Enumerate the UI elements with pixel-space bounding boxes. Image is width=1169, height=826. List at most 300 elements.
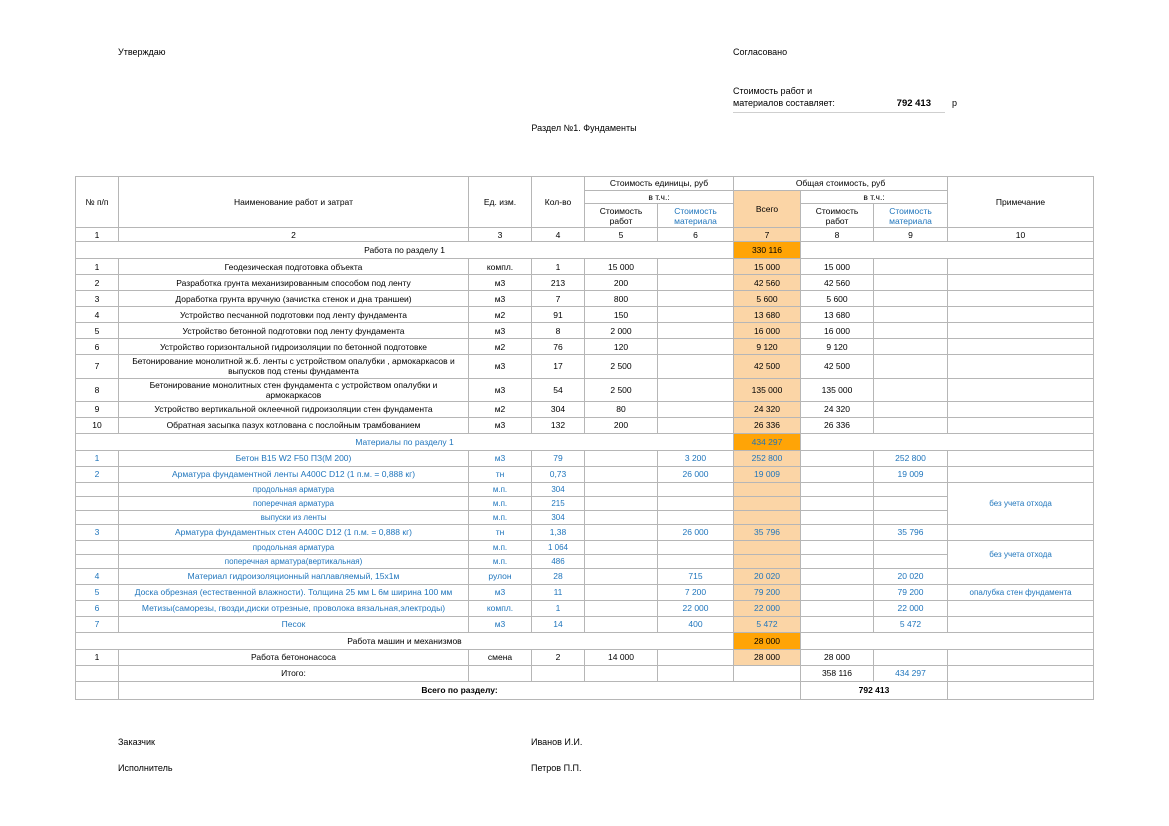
row-name: продольная арматура [119, 540, 469, 554]
empty-cell [801, 242, 1094, 259]
row-qty: 132 [532, 417, 585, 433]
row-unit: смена [469, 649, 532, 665]
row-unit: м3 [469, 584, 532, 600]
row-work-cost: 135 000 [801, 378, 874, 401]
row-name: Материал гидроизоляционный наплавляемый, 15х1м [119, 568, 469, 584]
currency-label: р [952, 98, 958, 108]
row-work-cost [801, 496, 874, 510]
row-unit-work-cost [585, 600, 658, 616]
cost-caption [733, 85, 897, 109]
row-num: 5 [76, 323, 119, 339]
row-num [76, 482, 119, 496]
row-total: 20 020 [734, 568, 801, 584]
header-unit-material-cost: Стоимость материала [658, 204, 734, 228]
table-row [76, 524, 1094, 540]
row-num: 2 [76, 466, 119, 482]
row-qty: 304 [532, 510, 585, 524]
row-num: 5 [76, 584, 119, 600]
col-number: 7 [734, 228, 801, 242]
row-total: 15 000 [734, 259, 801, 275]
section-total: 28 000 [734, 632, 801, 649]
row-num: 8 [76, 378, 119, 401]
note-cell: без учета отхода [948, 540, 1094, 568]
row-unit-material-cost: 26 000 [658, 466, 734, 482]
row-qty: 486 [532, 554, 585, 568]
row-name: Устройство бетонной подготовки под ленту фундамента [119, 323, 469, 339]
empty-cell [76, 681, 119, 699]
row-work-cost: 15 000 [801, 259, 874, 275]
row-material-cost: 5 472 [874, 616, 948, 632]
row-unit: компл. [469, 259, 532, 275]
table-row [76, 355, 1094, 378]
empty-cell [532, 665, 585, 681]
empty-cell [585, 665, 658, 681]
row-qty: 54 [532, 378, 585, 401]
row-total: 19 009 [734, 466, 801, 482]
row-material-cost [874, 259, 948, 275]
row-num: 6 [76, 339, 119, 355]
row-name: Доработка грунта вручную (зачистка стенок и дна траншеи) [119, 291, 469, 307]
row-unit-work-cost: 800 [585, 291, 658, 307]
col-number: 10 [948, 228, 1094, 242]
row-work-cost: 24 320 [801, 401, 874, 417]
row-total: 13 680 [734, 307, 801, 323]
row-total: 79 200 [734, 584, 801, 600]
row-work-cost [801, 554, 874, 568]
row-qty: 79 [532, 450, 585, 466]
row-work-cost [801, 540, 874, 554]
grand-total-label: Всего по разделу: [119, 681, 801, 699]
row-num: 2 [76, 275, 119, 291]
empty-cell [948, 665, 1094, 681]
row-qty: 0,73 [532, 466, 585, 482]
col-number: 6 [658, 228, 734, 242]
row-unit: м.п. [469, 482, 532, 496]
grand-total-row [76, 681, 1094, 699]
empty-cell [469, 665, 532, 681]
row-unit-work-cost: 200 [585, 417, 658, 433]
row-qty: 1 064 [532, 540, 585, 554]
row-work-cost [801, 524, 874, 540]
row-unit-material-cost [658, 275, 734, 291]
header-name: Наименование работ и затрат [119, 177, 469, 228]
note-cell [948, 339, 1094, 355]
note-cell [948, 291, 1094, 307]
col-number: 4 [532, 228, 585, 242]
col-number: 3 [469, 228, 532, 242]
row-num: 4 [76, 568, 119, 584]
row-name: Арматура фундаментной ленты А400С D12 (1 п.м. = 0,888 кг) [119, 466, 469, 482]
row-total: 28 000 [734, 649, 801, 665]
row-total: 42 500 [734, 355, 801, 378]
row-unit-material-cost [658, 649, 734, 665]
cost-total-value: 792 413 [896, 98, 931, 109]
row-name: поперечная арматура(вертикальная) [119, 554, 469, 568]
estimate-table-container [75, 176, 1094, 700]
row-num: 3 [76, 291, 119, 307]
row-name: Арматура фундаментных стен А400С D12 (1 п.м. = 0,888 кг) [119, 524, 469, 540]
note-cell [948, 466, 1094, 482]
row-total: 24 320 [734, 401, 801, 417]
row-unit: м2 [469, 307, 532, 323]
section-title: Раздел №1. Фундаменты [531, 123, 637, 133]
empty-cell [658, 665, 734, 681]
row-total: 42 560 [734, 275, 801, 291]
row-unit-material-cost [658, 417, 734, 433]
col-number: 2 [119, 228, 469, 242]
row-material-cost [874, 401, 948, 417]
row-work-cost: 42 500 [801, 355, 874, 378]
row-work-cost [801, 600, 874, 616]
row-unit-work-cost: 200 [585, 275, 658, 291]
row-work-cost [801, 568, 874, 584]
row-unit-material-cost [658, 378, 734, 401]
row-material-cost: 79 200 [874, 584, 948, 600]
row-unit-material-cost [658, 540, 734, 554]
row-unit-material-cost: 3 200 [658, 450, 734, 466]
note-cell: без учета отхода [948, 482, 1094, 524]
row-unit: м3 [469, 291, 532, 307]
note-cell [948, 417, 1094, 433]
row-qty: 213 [532, 275, 585, 291]
row-material-cost [874, 417, 948, 433]
row-total: 35 796 [734, 524, 801, 540]
header-num: № п/п [76, 177, 119, 228]
row-num: 3 [76, 524, 119, 540]
row-num: 7 [76, 616, 119, 632]
row-name: Геодезическая подготовка объекта [119, 259, 469, 275]
row-name: выпуски из ленты [119, 510, 469, 524]
row-material-cost [874, 355, 948, 378]
row-total: 5 472 [734, 616, 801, 632]
row-name: Устройство вертикальной оклеечной гидроизоляции стен фундамента [119, 401, 469, 417]
row-total: 5 600 [734, 291, 801, 307]
sub-row [76, 510, 1094, 524]
table-row [76, 466, 1094, 482]
estimate-table-body [76, 242, 1094, 700]
row-unit-work-cost: 80 [585, 401, 658, 417]
empty-cell [734, 665, 801, 681]
row-qty: 1 [532, 259, 585, 275]
row-unit: м3 [469, 616, 532, 632]
row-unit-work-cost: 2 500 [585, 355, 658, 378]
row-unit-work-cost [585, 584, 658, 600]
row-unit-work-cost [585, 510, 658, 524]
table-row [76, 275, 1094, 291]
table-row [76, 401, 1094, 417]
row-name: Бетонирование монолитной ж.б. ленты с устройством опалубки , армокаркасов и выпусков под стены фундамента [119, 355, 469, 378]
row-num: 10 [76, 417, 119, 433]
table-row [76, 417, 1094, 433]
row-qty: 304 [532, 482, 585, 496]
row-qty: 91 [532, 307, 585, 323]
row-material-cost [874, 291, 948, 307]
row-qty: 8 [532, 323, 585, 339]
row-unit-work-cost [585, 524, 658, 540]
row-qty: 28 [532, 568, 585, 584]
note-cell [948, 307, 1094, 323]
row-unit-material-cost [658, 259, 734, 275]
contractor-name: Петров П.П. [531, 763, 582, 773]
row-material-cost: 252 800 [874, 450, 948, 466]
note-cell [948, 649, 1094, 665]
row-material-cost [874, 482, 948, 496]
section-label: Материалы по разделу 1 [76, 433, 734, 450]
row-unit: м2 [469, 339, 532, 355]
note-cell [948, 616, 1094, 632]
row-total [734, 554, 801, 568]
row-qty: 76 [532, 339, 585, 355]
row-name: Устройство песчанной подготовки под ленту фундамента [119, 307, 469, 323]
row-num: 1 [76, 450, 119, 466]
table-row [76, 616, 1094, 632]
sub-row [76, 540, 1094, 554]
row-unit-work-cost [585, 540, 658, 554]
section-total: 434 297 [734, 433, 801, 450]
row-num [76, 496, 119, 510]
row-material-cost [874, 540, 948, 554]
grand-total-value: 792 413 [801, 681, 948, 699]
row-unit: м.п. [469, 496, 532, 510]
row-unit: м.п. [469, 554, 532, 568]
row-unit: м.п. [469, 510, 532, 524]
cost-caption-line2: материалов составляет: [733, 98, 835, 108]
estimate-table [75, 176, 1094, 700]
table-row [76, 568, 1094, 584]
note-cell: опалубка стен фундамента [948, 584, 1094, 600]
note-cell [948, 259, 1094, 275]
row-total [734, 510, 801, 524]
row-unit: м.п. [469, 540, 532, 554]
table-row [76, 600, 1094, 616]
row-name: Работа бетононасоса [119, 649, 469, 665]
empty-cell [801, 433, 1094, 450]
table-row [76, 450, 1094, 466]
row-unit-material-cost: 26 000 [658, 524, 734, 540]
row-name: продольная арматура [119, 482, 469, 496]
row-unit-material-cost: 715 [658, 568, 734, 584]
note-cell [948, 524, 1094, 540]
totals-label: Итого: [119, 665, 469, 681]
header-unit-cost-group: Стоимость единицы, руб [585, 177, 734, 191]
row-work-cost: 13 680 [801, 307, 874, 323]
row-material-cost [874, 554, 948, 568]
row-unit-work-cost [585, 450, 658, 466]
row-unit-work-cost: 2 500 [585, 378, 658, 401]
row-unit-work-cost [585, 568, 658, 584]
row-unit: м3 [469, 275, 532, 291]
row-name: Метизы(саморезы, гвозди,диски отрезные, проволока вязальная,электроды) [119, 600, 469, 616]
row-name: Бетон B15 W2 F50 ПЗ(М 200) [119, 450, 469, 466]
row-work-cost [801, 510, 874, 524]
row-total: 22 000 [734, 600, 801, 616]
row-qty: 17 [532, 355, 585, 378]
row-num [76, 510, 119, 524]
header-total-work-cost: Стоимость работ [801, 204, 874, 228]
row-unit-material-cost [658, 482, 734, 496]
note-cell [948, 378, 1094, 401]
cost-caption-line1: Стоимость работ и [733, 86, 813, 96]
empty-cell [948, 681, 1094, 699]
row-material-cost: 20 020 [874, 568, 948, 584]
row-work-cost [801, 616, 874, 632]
row-num: 9 [76, 401, 119, 417]
row-material-cost: 35 796 [874, 524, 948, 540]
row-unit: тн [469, 466, 532, 482]
header-incl-total: в т.ч.: [801, 191, 948, 204]
table-row [76, 307, 1094, 323]
contractor-label: Исполнитель [118, 763, 173, 773]
totals-work-cost: 358 116 [801, 665, 874, 681]
row-name: Устройство горизонтальной гидроизоляции по бетонной подготовке [119, 339, 469, 355]
note-cell [948, 568, 1094, 584]
total-cost-block [733, 85, 945, 113]
row-name: Разработка грунта механизированным способом под ленту [119, 275, 469, 291]
section-label: Работа по разделу 1 [76, 242, 734, 259]
row-material-cost [874, 275, 948, 291]
header-total-material-cost: Стоимость материала [874, 204, 948, 228]
section-row [76, 242, 1094, 259]
row-unit: м2 [469, 401, 532, 417]
empty-cell [801, 632, 1094, 649]
row-unit-material-cost [658, 554, 734, 568]
row-unit: м3 [469, 355, 532, 378]
row-unit-work-cost: 14 000 [585, 649, 658, 665]
row-unit-work-cost: 15 000 [585, 259, 658, 275]
header-qty: Кол-во [532, 177, 585, 228]
row-num: 6 [76, 600, 119, 616]
row-material-cost [874, 496, 948, 510]
note-cell [948, 355, 1094, 378]
row-material-cost: 19 009 [874, 466, 948, 482]
sub-row [76, 554, 1094, 568]
row-qty: 2 [532, 649, 585, 665]
table-row [76, 323, 1094, 339]
row-name: Бетонирование монолитных стен фундамента с устройством опалубки и армокаркасов [119, 378, 469, 401]
row-unit-material-cost [658, 291, 734, 307]
row-material-cost: 22 000 [874, 600, 948, 616]
customer-label: Заказчик [118, 737, 155, 747]
row-unit-material-cost [658, 496, 734, 510]
row-qty: 11 [532, 584, 585, 600]
row-unit: м3 [469, 323, 532, 339]
row-unit-material-cost [658, 323, 734, 339]
row-unit-material-cost: 400 [658, 616, 734, 632]
row-work-cost [801, 584, 874, 600]
note-cell [948, 450, 1094, 466]
row-work-cost [801, 482, 874, 496]
row-unit-material-cost [658, 510, 734, 524]
row-material-cost [874, 307, 948, 323]
row-qty: 215 [532, 496, 585, 510]
header-unit: Ед. изм. [469, 177, 532, 228]
header-unit-work-cost: Стоимость работ [585, 204, 658, 228]
totals-material-cost: 434 297 [874, 665, 948, 681]
col-number: 9 [874, 228, 948, 242]
row-work-cost: 28 000 [801, 649, 874, 665]
row-num: 1 [76, 649, 119, 665]
row-qty: 304 [532, 401, 585, 417]
table-header [76, 177, 1094, 242]
row-unit-work-cost [585, 496, 658, 510]
row-unit: м3 [469, 450, 532, 466]
row-unit-work-cost: 2 000 [585, 323, 658, 339]
row-total [734, 482, 801, 496]
table-row [76, 649, 1094, 665]
row-unit: рулон [469, 568, 532, 584]
note-cell [948, 323, 1094, 339]
row-total: 16 000 [734, 323, 801, 339]
agree-label: Согласовано [733, 47, 788, 57]
approve-label: Утверждаю [118, 47, 166, 57]
empty-cell [76, 665, 119, 681]
row-work-cost [801, 466, 874, 482]
row-material-cost [874, 323, 948, 339]
row-unit-work-cost [585, 616, 658, 632]
note-cell [948, 600, 1094, 616]
col-number: 8 [801, 228, 874, 242]
note-cell [948, 401, 1094, 417]
note-cell [948, 275, 1094, 291]
header-total-cost-group: Общая стоимость, руб [734, 177, 948, 191]
row-unit: тн [469, 524, 532, 540]
row-qty: 1,38 [532, 524, 585, 540]
row-unit-work-cost [585, 482, 658, 496]
section-label: Работа машин и механизмов [76, 632, 734, 649]
row-total: 26 336 [734, 417, 801, 433]
row-num: 7 [76, 355, 119, 378]
header-row-groups [76, 177, 1094, 191]
section-row [76, 632, 1094, 649]
header-row-numbers [76, 228, 1094, 242]
customer-name: Иванов И.И. [531, 737, 583, 747]
row-work-cost: 16 000 [801, 323, 874, 339]
row-unit-material-cost [658, 339, 734, 355]
row-work-cost: 42 560 [801, 275, 874, 291]
row-material-cost [874, 339, 948, 355]
header-note: Примечание [948, 177, 1094, 228]
col-number: 1 [76, 228, 119, 242]
totals-row [76, 665, 1094, 681]
row-num [76, 540, 119, 554]
row-unit: компл. [469, 600, 532, 616]
sub-row [76, 496, 1094, 510]
table-row [76, 339, 1094, 355]
col-number: 5 [585, 228, 658, 242]
row-total [734, 496, 801, 510]
row-num: 4 [76, 307, 119, 323]
row-num: 1 [76, 259, 119, 275]
table-row [76, 378, 1094, 401]
row-unit-material-cost: 22 000 [658, 600, 734, 616]
row-name: поперечная арматура [119, 496, 469, 510]
row-unit-material-cost [658, 355, 734, 378]
row-name: Доска обрезная (естественной влажности). Толщина 25 мм L 6м ширина 100 мм [119, 584, 469, 600]
row-unit: м3 [469, 417, 532, 433]
row-unit-work-cost: 120 [585, 339, 658, 355]
table-row [76, 584, 1094, 600]
row-qty: 14 [532, 616, 585, 632]
row-name: Песок [119, 616, 469, 632]
row-qty: 1 [532, 600, 585, 616]
sub-row [76, 482, 1094, 496]
header-total: Всего [734, 191, 801, 228]
row-unit: м3 [469, 378, 532, 401]
row-unit-work-cost: 150 [585, 307, 658, 323]
row-work-cost: 26 336 [801, 417, 874, 433]
row-material-cost [874, 649, 948, 665]
row-total: 9 120 [734, 339, 801, 355]
